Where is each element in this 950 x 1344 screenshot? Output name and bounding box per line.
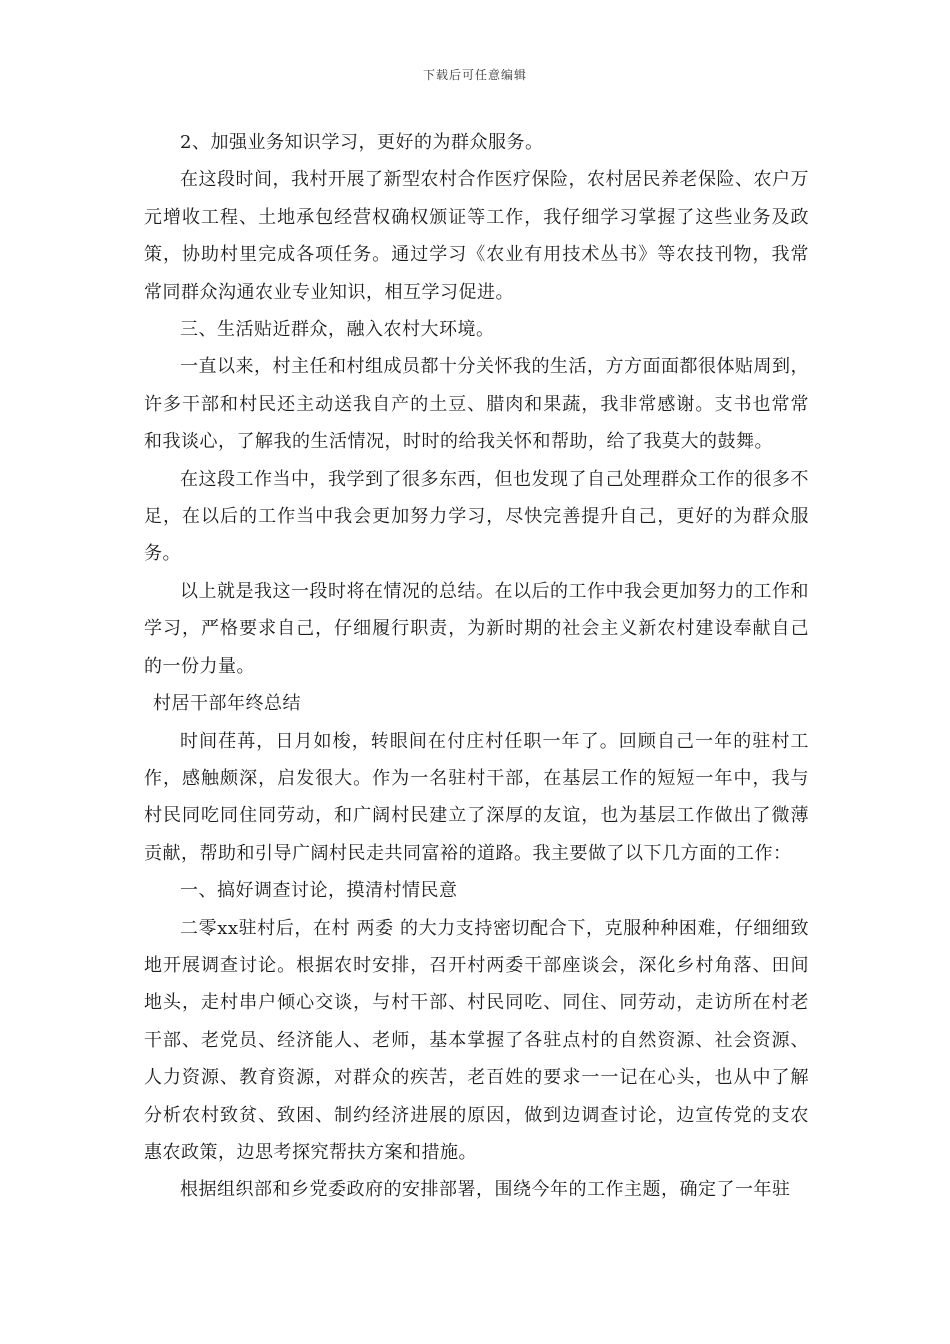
paragraph-section-1-heading: 一、搞好调查讨论，摸清村情民意	[180, 880, 458, 902]
page-header: 下载后可任意编辑	[422, 68, 527, 82]
paragraph-summary: 以上就是我这一段时将在情况的总结。在以后的工作中我会更加努力的工作和学习，严格要求自己，仔细履行职责，为新时期的社会主义新农村建设奉献自己的一份力量。	[144, 580, 809, 677]
paragraph-life-care: 一直以来，村主任和村组成员都十分关怀我的生活，方方面面都很体贴周到，许多干部和村民还主动送我自产的土豆、腊肉和果蔬，我非常感谢。支书也常常和我谈心，了解我的生活情况，时时的给我关怀和帮助，给了我莫大的鼓舞。	[144, 356, 809, 453]
paragraph-investigation: 二零xx驻村后，在村 两委 的大力支持密切配合下，克服种种困难，仔细细致地开展调查讨论。根据农时安排，召开村两委干部座谈会，深化乡村角落、田间地头，走村串户倾心交谈，与村干部、村民同吃、同住、同劳动，走访所在村老干部、老党员、经济能人、老师，基本掌握了各驻点村的自然资源、社会资源、人力资源、教育资源，对群众的疾苦，老百姓的要求一一记在心头，也从中了解分析农村致贫、致困、制约经济进展的原因，做到边调查讨论，边宣传党的支农惠农政策，边思考探究帮扶方案和措施。	[144, 917, 809, 1163]
paragraph-section-3-heading: 三、生活贴近群众，融入农村大环境。	[180, 319, 495, 341]
document-body	[144, 124, 809, 1209]
paragraph-intro: 时间荏苒，日月如梭，转眼间在付庄村任职一年了。回顾自己一年的驻村工作，感触颇深，启发很大。作为一名驻村干部，在基层工作的短短一年中，我与村民同吃同住同劳动，和广阔村民建立了深厚的友谊，也为基层工作做出了微薄贡献，帮助和引导广阔村民走共同富裕的道路。我主要做了以下几方面的工作：	[144, 730, 809, 864]
paragraph-business-learning: 在这段时间，我村开展了新型农村合作医疗保险，农村居民养老保险、农户万元增收工程、土地承包经营权确权颁证等工作，我仔细学习掌握了这些业务及政策，协助村里完成各项任务。通过学习《农业有用技术丛书》等农技刊物，我常常同群众沟通农业专业知识，相互学习促进。	[144, 169, 809, 303]
paragraph-section-2-heading: 2、加强业务知识学习，更好的为群众服务。	[180, 132, 544, 153]
paragraph-arrangement: 根据组织部和乡党委政府的安排部署，围绕今年的工作主题，确定了一年驻	[180, 1179, 791, 1201]
document-title: 村居干部年终总结	[153, 693, 301, 715]
paragraph-reflection: 在这段工作当中，我学到了很多东西，但也发现了自己处理群众工作的很多不足，在以后的工作当中我会更加努力学习，尽快完善提升自己，更好的为群众服务。	[144, 468, 809, 565]
